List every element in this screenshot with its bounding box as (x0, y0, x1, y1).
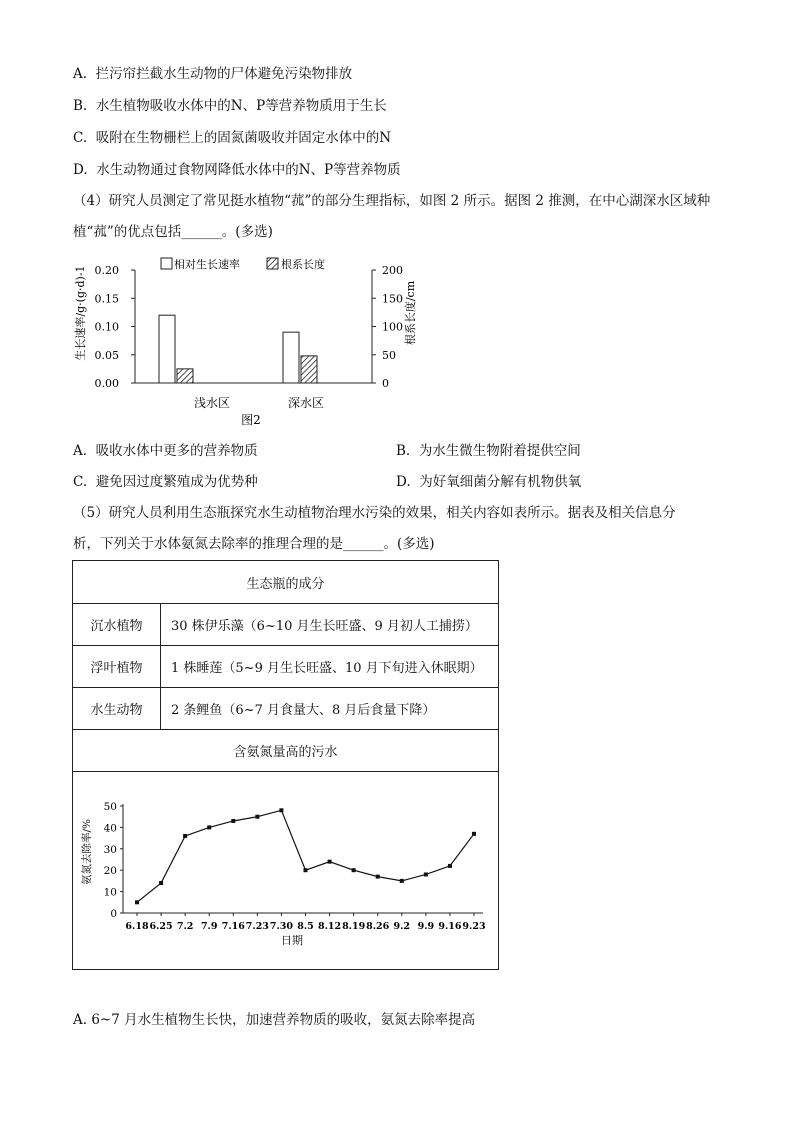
x-tick-label: 6.25 (149, 921, 173, 932)
left-tick-label: 0.00 (94, 377, 119, 390)
option-letter: D. (396, 474, 411, 490)
y-tick-label: 40 (103, 822, 117, 835)
x-tick-label: 9.2 (393, 921, 411, 932)
option-letter: A. (73, 66, 88, 82)
left-tick-label: 0.05 (94, 348, 119, 362)
right-tick-label: 50 (382, 348, 396, 362)
table-chart-row (73, 771, 498, 971)
x-tick-label: 8.19 (342, 921, 366, 932)
table-water-row (73, 729, 498, 771)
option-text: 拦污帘拦截水生动物的尸体避免污染物排放 (95, 66, 353, 82)
row-value: 30 株伊乐藻（6~10 月生长旺盛、9 月初人工捕捞） (171, 619, 478, 634)
right-axis-label: 根系长度/cm (404, 280, 417, 346)
row-label: 浮叶植物 (73, 646, 161, 687)
data-point (279, 808, 283, 812)
right-tick-label: 200 (382, 264, 403, 277)
legend-swatch-growth (161, 258, 172, 269)
q4-stem-line2: 植“菰”的优点包括______。(多选) (73, 224, 273, 240)
q3-option-a (73, 64, 352, 84)
option-text: 为好氧细菌分解有机物供氧 (419, 474, 582, 490)
option-text: 吸附在生物栅栏上的固氮菌吸收并固定水体中的N (95, 130, 392, 146)
y-tick-label: 50 (103, 801, 117, 813)
row-label: 沉水植物 (73, 604, 161, 645)
option-text: 吸收水体中更多的营养物质 (95, 443, 258, 459)
bar-root-length (301, 356, 317, 383)
bar-growth-rate (159, 315, 175, 383)
q4-stem-line1: （4）研究人员测定了常见挺水植物“菰”的部分生理指标，如图 2 所示。据图 2 推测，在中心湖深水区域种 (73, 193, 711, 209)
data-point (304, 868, 308, 872)
left-axis-label: 生长速率/g·(g·d)-1 (74, 265, 87, 361)
table-header-row (73, 561, 498, 603)
q5-stem-line2: 析，下列关于水体氨氮去除率的推理合理的是______。(多选) (73, 536, 435, 552)
legend-label-growth: 相对生长速率 (174, 258, 240, 271)
left-tick-label: 0.15 (94, 292, 119, 306)
right-tick-label: 150 (382, 292, 403, 306)
x-tick-label: 8.5 (297, 921, 314, 932)
legend-swatch-root (267, 258, 278, 269)
removal-rate-line (137, 810, 474, 902)
q4-option-c (73, 472, 258, 492)
fig2-axes (95, 264, 404, 390)
fig2-caption: 图2 (241, 413, 261, 427)
line-chart-ylabel: 氨氮去除率/% (81, 818, 93, 886)
legend-label-root: 根系长度 (281, 258, 325, 271)
option-letter: B. (73, 98, 88, 114)
table-row (73, 687, 498, 729)
y-tick-label: 10 (103, 886, 117, 899)
line-chart-axes (104, 801, 486, 932)
x-tick-label: 7.16 (221, 921, 245, 932)
option-letter: A. (73, 443, 88, 459)
left-tick-label: 0.20 (94, 264, 119, 277)
ammonia-removal-chart (73, 772, 498, 970)
q4-option-b (396, 441, 581, 461)
data-point (328, 860, 332, 864)
right-tick-label: 0 (382, 377, 389, 390)
option-text: 水生动物通过食物网降低水体中的N、P等营养物质 (96, 162, 401, 178)
q4-option-d (396, 472, 581, 492)
data-point (183, 834, 187, 838)
fig2-category-shallow: 浅水区 (193, 396, 231, 410)
data-point (424, 872, 428, 876)
water-label: 含氨氮量高的污水 (233, 745, 338, 760)
q5-option-a: A. 6~7 月水生植物生长快，加速营养物质的吸收，氨氮去除率提高 (73, 1012, 476, 1028)
data-point (159, 881, 163, 885)
x-tick-label: 7.30 (269, 921, 293, 932)
table-row (73, 645, 498, 687)
q3-option-b (73, 96, 387, 116)
left-tick-label: 0.10 (94, 320, 119, 334)
x-tick-label: 7.2 (176, 921, 194, 932)
option-letter: C. (73, 130, 88, 146)
option-text: 避免因过度繁殖成为优势种 (95, 474, 258, 490)
q5-stem-line1: （5）研究人员利用生态瓶探究水生动植物治理水污染的效果，相关内容如表所示。据表及相关信息分 (73, 505, 676, 521)
x-tick-label: 7.9 (200, 921, 218, 932)
data-point (400, 879, 404, 883)
bar-growth-rate (283, 332, 299, 383)
q4-option-a (73, 441, 258, 461)
option-letter: C. (73, 474, 88, 490)
q3-option-d (73, 160, 401, 180)
row-value: 1 株睡莲（5~9 月生长旺盛、10 月下旬进入休眠期） (171, 661, 483, 676)
ecobottle-table (72, 560, 499, 970)
data-point (352, 868, 356, 872)
data-point (207, 825, 211, 829)
x-tick-label: 7.23 (245, 921, 269, 932)
x-tick-label: 9.23 (462, 921, 486, 932)
row-value: 2 条鲤鱼（6~7 月食量大、8 月后食量下降） (171, 703, 436, 718)
right-tick-label: 100 (382, 320, 403, 334)
option-text: 水生植物吸收水体中的N、P等营养物质用于生长 (95, 98, 387, 114)
y-tick-label: 30 (103, 843, 117, 856)
table-header: 生态瓶的成分 (246, 576, 325, 592)
data-point (135, 900, 139, 904)
data-point (472, 832, 476, 836)
x-tick-label: 6.18 (125, 921, 149, 932)
line-chart-series (135, 808, 476, 904)
x-tick-label: 9.16 (438, 921, 462, 932)
fig2-category-deep: 深水区 (287, 396, 325, 410)
figure-2-chart (70, 255, 430, 435)
y-tick-label: 20 (103, 865, 117, 878)
bar-root-length (177, 369, 193, 383)
x-tick-label: 9.9 (417, 921, 435, 932)
fig2-legend (161, 257, 325, 271)
line-chart-xlabel: 日期 (281, 934, 303, 947)
y-tick-label: 0 (110, 908, 117, 920)
data-point (255, 815, 259, 819)
fig2-bars (159, 315, 317, 383)
row-label: 水生动物 (73, 688, 161, 729)
option-text: 为水生微生物附着提供空间 (418, 443, 581, 459)
data-point (448, 864, 452, 868)
x-tick-label: 8.26 (366, 921, 390, 932)
option-letter: D. (73, 162, 88, 178)
table-row (73, 603, 498, 645)
data-point (231, 819, 235, 823)
q3-option-c (73, 128, 391, 148)
x-tick-label: 8.12 (318, 921, 342, 932)
option-letter: B. (396, 443, 411, 459)
data-point (376, 875, 380, 879)
